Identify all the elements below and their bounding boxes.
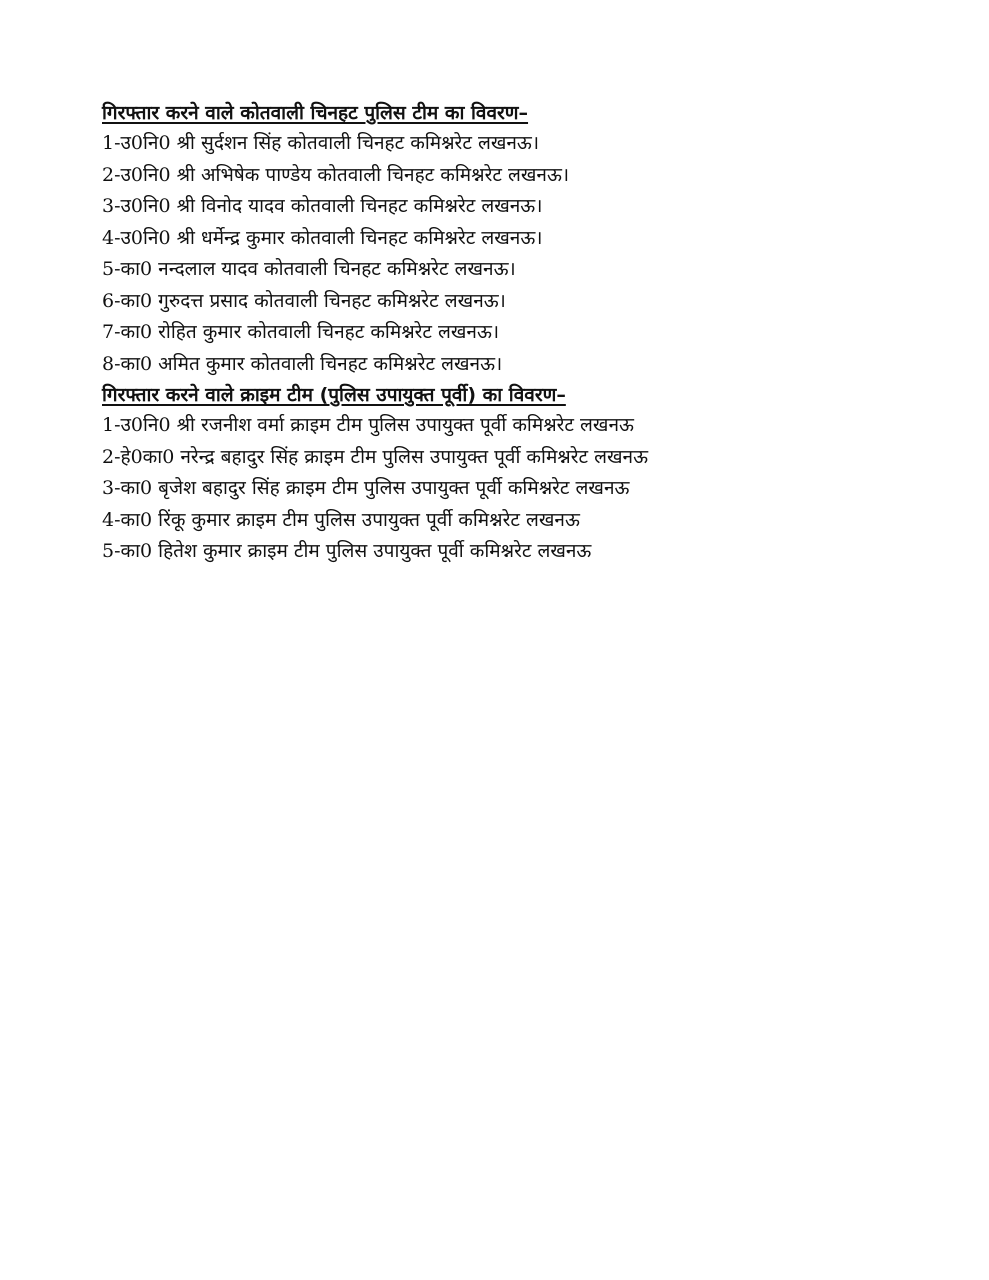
- section-heading-text: गिरफ्तार करने वाले क्राइम टीम (पुलिस उपायुक्त पूर्वी) का विवरण–: [102, 384, 566, 406]
- list-item: 7-का0 रोहित कुमार कोतवाली चिनहट कमिश्नरेट लखनऊ।: [102, 321, 500, 343]
- list-item: 2-उ0नि0 श्री अभिषेक पाण्डेय कोतवाली चिनहट कमिश्नरेट लखनऊ।: [102, 163, 570, 186]
- list-item: 2-हे0का0 नरेन्द्र बहादुर सिंह क्राइम टीम पुलिस उपायुक्त पूर्वी कमिश्नरेट लखनऊ: [102, 445, 649, 468]
- document-body: [102, 98, 962, 568]
- list-item: 5-का0 हितेश कुमार क्राइम टीम पुलिस उपायुक्त पूर्वी कमिश्नरेट लखनऊ: [102, 540, 592, 562]
- list-item: 3-उ0नि0 श्री विनोद यादव कोतवाली चिनहट कमिश्नरेट लखनऊ।: [102, 195, 543, 217]
- section-crime-team: [102, 380, 962, 568]
- list-item: 1-उ0नि0 श्री रजनीश वर्मा क्राइम टीम पुलिस उपायुक्त पूर्वी कमिश्नरेट लखनऊ: [102, 414, 634, 436]
- list-item: 4-का0 रिंकू कुमार क्राइम टीम पुलिस उपायुक्त पूर्वी कमिश्नरेट लखनऊ: [102, 508, 580, 531]
- list-item: 6-का0 गुरुदत्त प्रसाद कोतवाली चिनहट कमिश्नरेट लखनऊ।: [102, 289, 506, 312]
- section-heading: [102, 380, 962, 410]
- section-chinhat-police-team: [102, 98, 962, 380]
- list-item: 4-उ0नि0 श्री धर्मेन्द्र कुमार कोतवाली चिनहट कमिश्नरेट लखनऊ।: [102, 226, 543, 249]
- member-list: [102, 410, 962, 568]
- section-heading: [102, 98, 962, 128]
- member-list: [102, 128, 962, 380]
- list-item: 8-का0 अमित कुमार कोतवाली चिनहट कमिश्नरेट लखनऊ।: [102, 352, 503, 375]
- section-heading-text: गिरफ्तार करने वाले कोतवाली चिनहट पुलिस टीम का विवरण–: [102, 102, 529, 124]
- list-item: 1-उ0नि0 श्री सुर्दशन सिंह कोतवाली चिनहट कमिश्नरेट लखनऊ।: [102, 132, 540, 154]
- list-item: 3-का0 बृजेश बहादुर सिंह क्राइम टीम पुलिस उपायुक्त पूर्वी कमिश्नरेट लखनऊ: [102, 477, 630, 499]
- list-item: 5-का0 नन्दलाल यादव कोतवाली चिनहट कमिश्नरेट लखनऊ।: [102, 258, 516, 280]
